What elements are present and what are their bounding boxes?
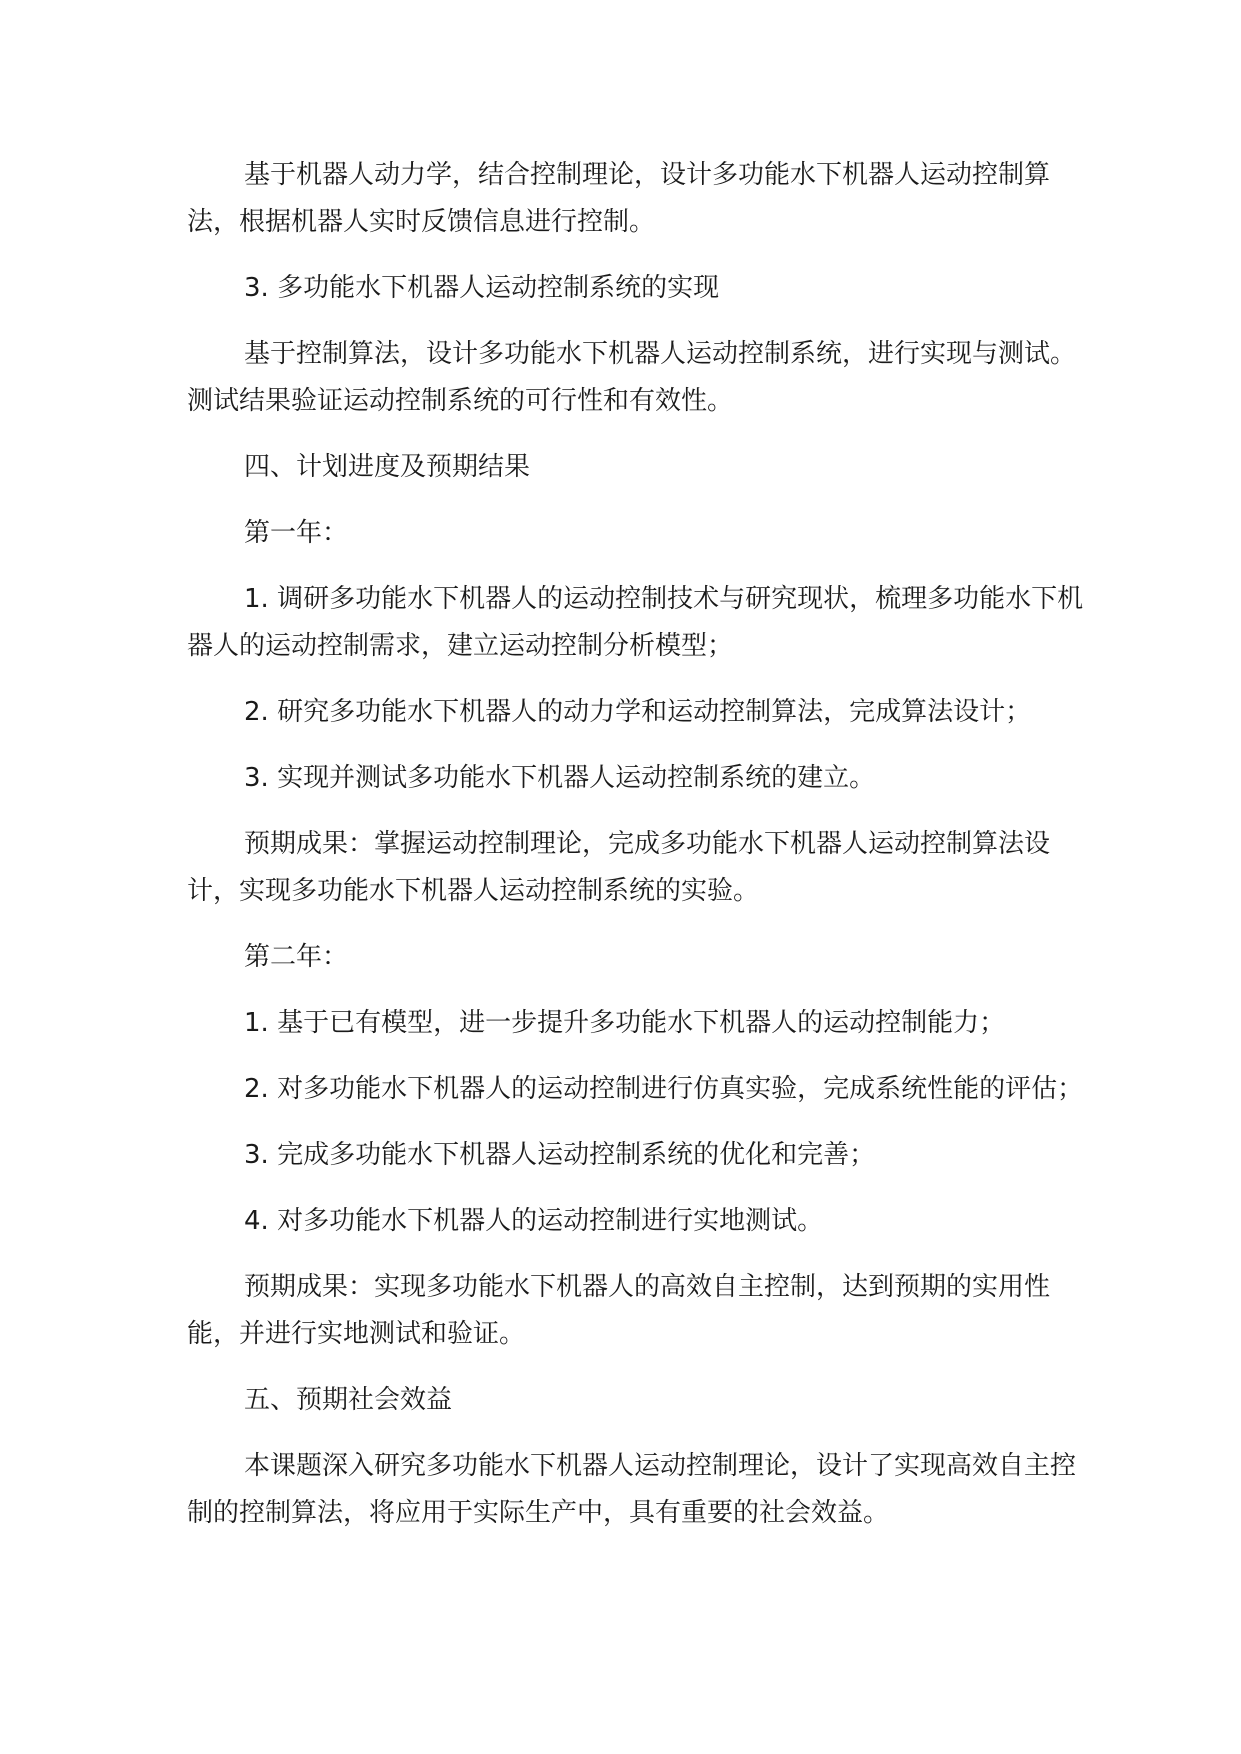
year-one-item-2: 2. 研究多功能水下机器人的动力学和运动控制算法，完成算法设计； <box>244 697 1032 727</box>
paragraph-system-testing: 基于控制算法，设计多功能水下机器人运动控制系统，进行实现与测试。测试结果验证运动控制系统的可行性和有效性。 <box>187 339 1077 416</box>
year-two-item-2: 2. 对多功能水下机器人的运动控制进行仿真实验，完成系统性能的评估； <box>244 1074 1084 1104</box>
document-body <box>187 152 1087 1556</box>
paragraph-algorithm-design: 基于机器人动力学，结合控制理论，设计多功能水下机器人运动控制算法，根据机器人实时反馈信息进行控制。 <box>187 160 1051 237</box>
year-one-item-3: 3. 实现并测试多功能水下机器人运动控制系统的建立。 <box>244 763 876 793</box>
section-heading-schedule: 四、计划进度及预期结果 <box>244 452 531 482</box>
paragraph-social-benefits: 本课题深入研究多功能水下机器人运动控制理论，设计了实现高效自主控制的控制算法，将应用于实际生产中，具有重要的社会效益。 <box>187 1451 1077 1528</box>
year-one-heading: 第一年： <box>244 518 349 548</box>
section-heading-system-implementation: 3. 多功能水下机器人运动控制系统的实现 <box>244 273 720 303</box>
year-two-expected-results: 预期成果：实现多功能水下机器人的高效自主控制，达到预期的实用性能，并进行实地测试和验证。 <box>187 1272 1051 1349</box>
year-one-item-1: 1. 调研多功能水下机器人的运动控制技术与研究现状，梳理多功能水下机器人的运动控制需求，建立运动控制分析模型； <box>187 584 1084 661</box>
year-two-item-1: 1. 基于已有模型，进一步提升多功能水下机器人的运动控制能力； <box>244 1008 1006 1038</box>
year-two-item-3: 3. 完成多功能水下机器人运动控制系统的优化和完善； <box>244 1140 876 1170</box>
year-one-expected-results: 预期成果：掌握运动控制理论，完成多功能水下机器人运动控制算法设计，实现多功能水下机器人运动控制系统的实验。 <box>187 829 1051 906</box>
year-two-heading: 第二年： <box>244 942 349 972</box>
section-heading-social-benefits: 五、预期社会效益 <box>244 1385 453 1415</box>
year-two-item-4: 4. 对多功能水下机器人的运动控制进行实地测试。 <box>244 1206 824 1236</box>
